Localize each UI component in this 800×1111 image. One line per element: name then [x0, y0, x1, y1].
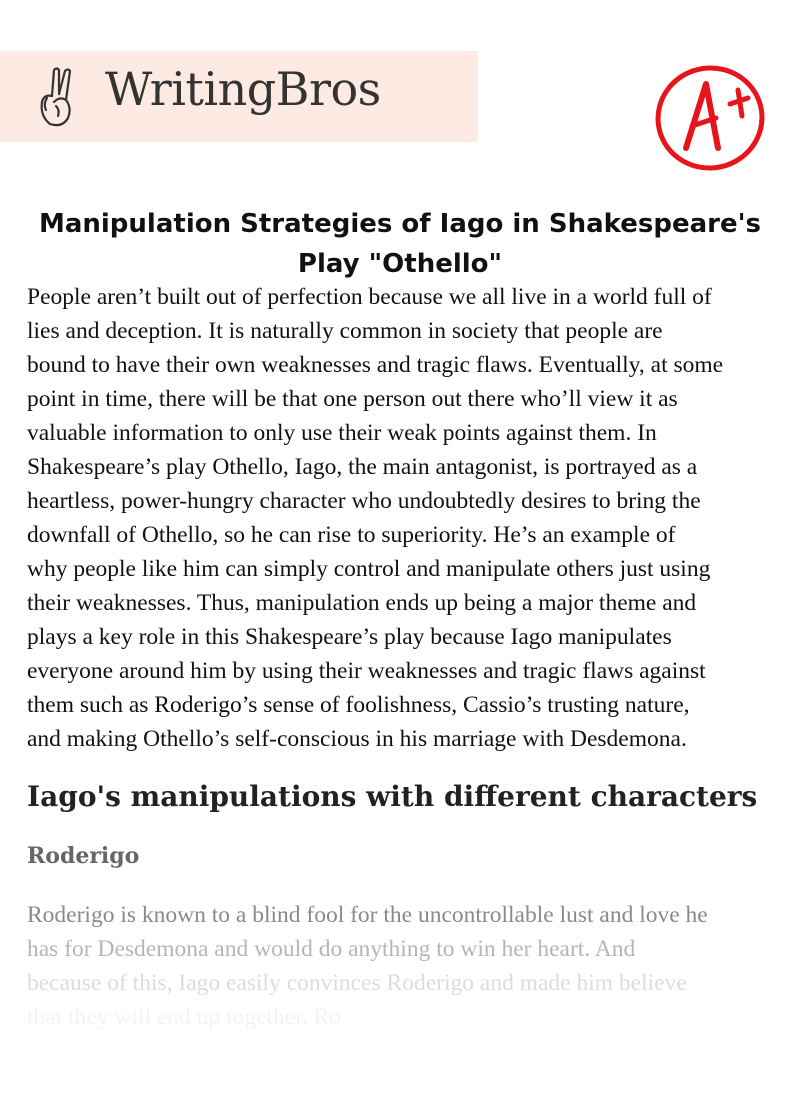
paragraph-line: their weaknesses. Thus, manipulation ends up being a major theme and	[27, 590, 697, 616]
title-line: Play "Othello"	[297, 249, 503, 279]
paragraph-line: why people like him can simply control and manipulate others just using	[27, 556, 711, 582]
paragraph-line: and making Othello’s self-conscious in his marriage with Desdemona.	[27, 726, 687, 752]
intro-paragraph	[27, 280, 723, 756]
paragraph-line: heartless, power-hungry character who undoubtedly desires to bring the	[27, 488, 701, 514]
paragraph-line: that they will end up together. Ro	[27, 1004, 341, 1030]
a-plus-grade-icon	[648, 60, 774, 172]
paragraph-line: People aren’t built out of perfection because we all live in a world full of	[27, 284, 712, 310]
logo-text: WritingBros	[105, 62, 381, 116]
paragraph-line: because of this, Iago easily convinces Roderigo and made him believe	[27, 970, 687, 996]
title-line: Manipulation Strategies of Iago in Shakespeare's	[38, 209, 762, 239]
essay-title	[20, 204, 780, 284]
paragraph-line: plays a key role in this Shakespeare’s play because Iago manipulates	[27, 624, 672, 650]
paragraph-line: bound to have their own weaknesses and tragic flaws. Eventually, at some	[27, 352, 724, 378]
subsection-heading: Roderigo	[27, 843, 140, 869]
paragraph-line: point in time, there will be that one person out there who’ll view it as	[27, 386, 678, 412]
paragraph-line: them such as Roderigo’s sense of foolishness, Cassio’s trusting nature,	[27, 692, 690, 718]
paragraph-line: everyone around him by using their weaknesses and tragic flaws against	[27, 658, 706, 684]
faded-paragraph	[27, 898, 708, 1034]
paragraph-line: lies and deception. It is naturally common in society that people are	[27, 318, 663, 344]
paragraph-line: has for Desdemona and would do anything to win her heart. And	[27, 936, 636, 962]
paragraph-line: Roderigo is known to a blind fool for the uncontrollable lust and love he	[27, 902, 708, 928]
paragraph-line: valuable information to only use their weak points against them. In	[27, 420, 657, 446]
paragraph-line: downfall of Othello, so he can rise to superiority. He’s an example of	[27, 522, 676, 548]
section-heading: Iago's manipulations with different characters	[27, 780, 758, 813]
paragraph-line: Shakespeare’s play Othello, Iago, the main antagonist, is portrayed as a	[27, 454, 698, 480]
peace-hand-icon	[34, 66, 82, 128]
